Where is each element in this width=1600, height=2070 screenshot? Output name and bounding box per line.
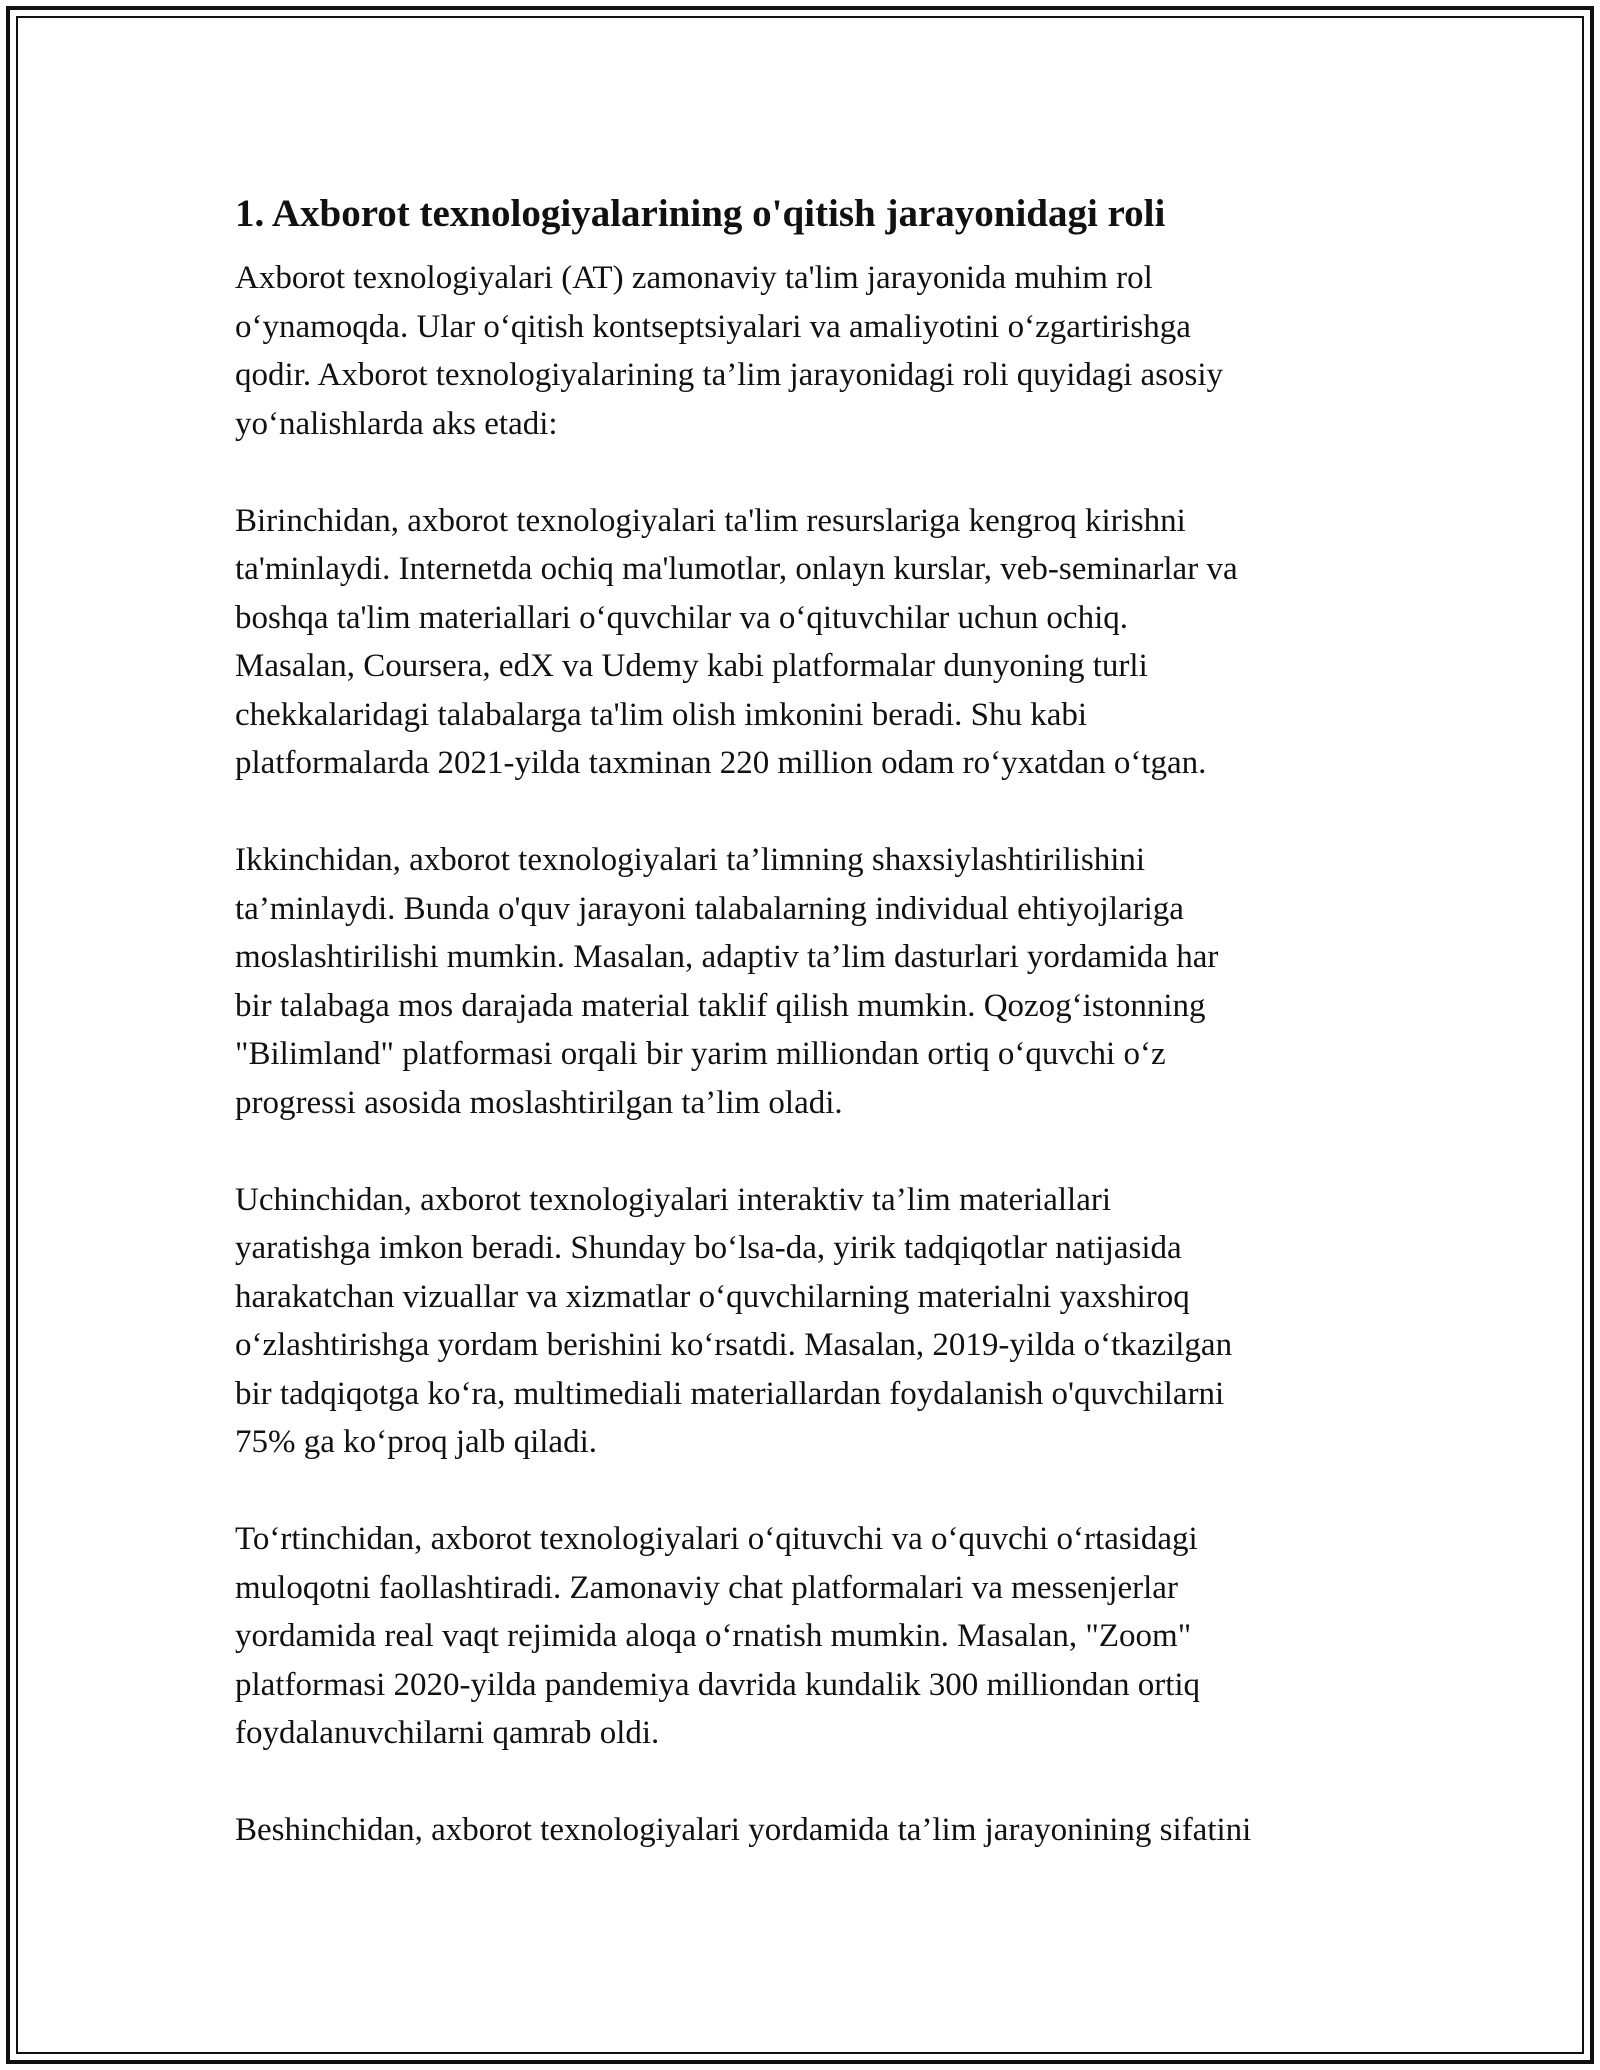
text-line: Birinchidan, axborot texnologiyalari ta'lim resurslariga kengroq kirishni	[235, 502, 1186, 539]
text-line: yaratishga imkon beradi. Shunday bo‘lsa-da, yirik tadqiqotlar natijasida	[235, 1230, 1182, 1266]
text-line: boshqa ta'lim materiallari o‘quvchilar va o‘qituvchilar uchun ochiq.	[235, 599, 1128, 636]
text-line: 75% ga ko‘proq jalb qiladi.	[235, 1424, 598, 1460]
paragraph-second	[235, 836, 1380, 1127]
text-line: Masalan, Coursera, edX va Udemy kabi platformalar dunyoning turli	[235, 648, 1148, 684]
paragraph-third	[235, 1176, 1380, 1467]
text-line: Beshinchidan, axborot texnologiyalari yordamida ta’lim jarayonining sifatini	[235, 1812, 1252, 1848]
paragraph-fifth	[235, 1806, 1380, 1855]
paragraph-intro	[235, 254, 1380, 448]
text-line: platformasi 2020-yilda pandemiya davrida kundalik 300 milliondan ortiq	[235, 1666, 1201, 1703]
text-line: o‘ynamoqda. Ular o‘qitish kontseptsiyalari va amaliyotini o‘zgartirishga	[235, 308, 1191, 345]
paragraph-fourth	[235, 1515, 1380, 1758]
text-line: yordamida real vaqt rejimida aloqa o‘rnatish mumkin. Masalan, "Zoom"	[235, 1618, 1192, 1654]
text-line: yo‘nalishlarda aks etadi:	[235, 405, 558, 442]
text-line: ta’minlaydi. Bunda o'quv jarayoni talabalarning individual ehtiyojlariga	[235, 890, 1184, 927]
text-line: progressi asosida moslashtirilgan ta’lim oladi.	[235, 1084, 843, 1121]
text-line: o‘zlashtirishga yordam berishini ko‘rsatdi. Masalan, 2019-yilda o‘tkazilgan	[235, 1327, 1233, 1363]
text-line: qodir. Axborot texnologiyalarining ta’lim jarayonidagi roli quyidagi asosiy	[235, 357, 1224, 393]
document-body	[235, 186, 1380, 1903]
text-line: platformalarda 2021-yilda taxminan 220 million odam ro‘yxatdan o‘tgan.	[235, 745, 1207, 781]
text-line: moslashtirilishi mumkin. Masalan, adaptiv ta’lim dasturlari yordamida har	[235, 939, 1219, 975]
section-heading: 1. Axborot texnologiyalarining o'qitish jarayonidagi roli	[235, 192, 1166, 235]
text-line: harakatchan vizuallar va xizmatlar o‘quvchilarning materialni yaxshiroq	[235, 1278, 1190, 1315]
text-line: chekkalaridagi talabalarga ta'lim olish imkonini beradi. Shu kabi	[235, 696, 1088, 733]
text-line: To‘rtinchidan, axborot texnologiyalari o‘qituvchi va o‘quvchi o‘rtasidagi	[235, 1521, 1198, 1557]
text-line: Uchinchidan, axborot texnologiyalari interaktiv ta’lim materiallari	[235, 1181, 1112, 1218]
text-line: muloqotni faollashtiradi. Zamonaviy chat platformalari va messenjerlar	[235, 1569, 1178, 1606]
text-line: Axborot texnologiyalari (AT) zamonaviy ta'lim jarayonida muhim rol	[235, 260, 1153, 296]
text-line: foydalanuvchilarni qamrab oldi.	[235, 1715, 660, 1751]
text-line: ta'minlaydi. Internetda ochiq ma'lumotlar, onlayn kurslar, veb-seminarlar va	[235, 551, 1238, 587]
paragraph-first	[235, 497, 1380, 788]
text-line: bir tadqiqotga ko‘ra, multimediali materiallardan foydalanish o'quvchilarni	[235, 1375, 1225, 1412]
text-line: "Bilimland" platformasi orqali bir yarim milliondan ortiq o‘quvchi o‘z	[235, 1036, 1166, 1072]
text-line: bir talabaga mos darajada material taklif qilish mumkin. Qozog‘istonning	[235, 987, 1206, 1024]
text-line: Ikkinchidan, axborot texnologiyalari ta’limning shaxsiylashtirilishini	[235, 842, 1146, 878]
